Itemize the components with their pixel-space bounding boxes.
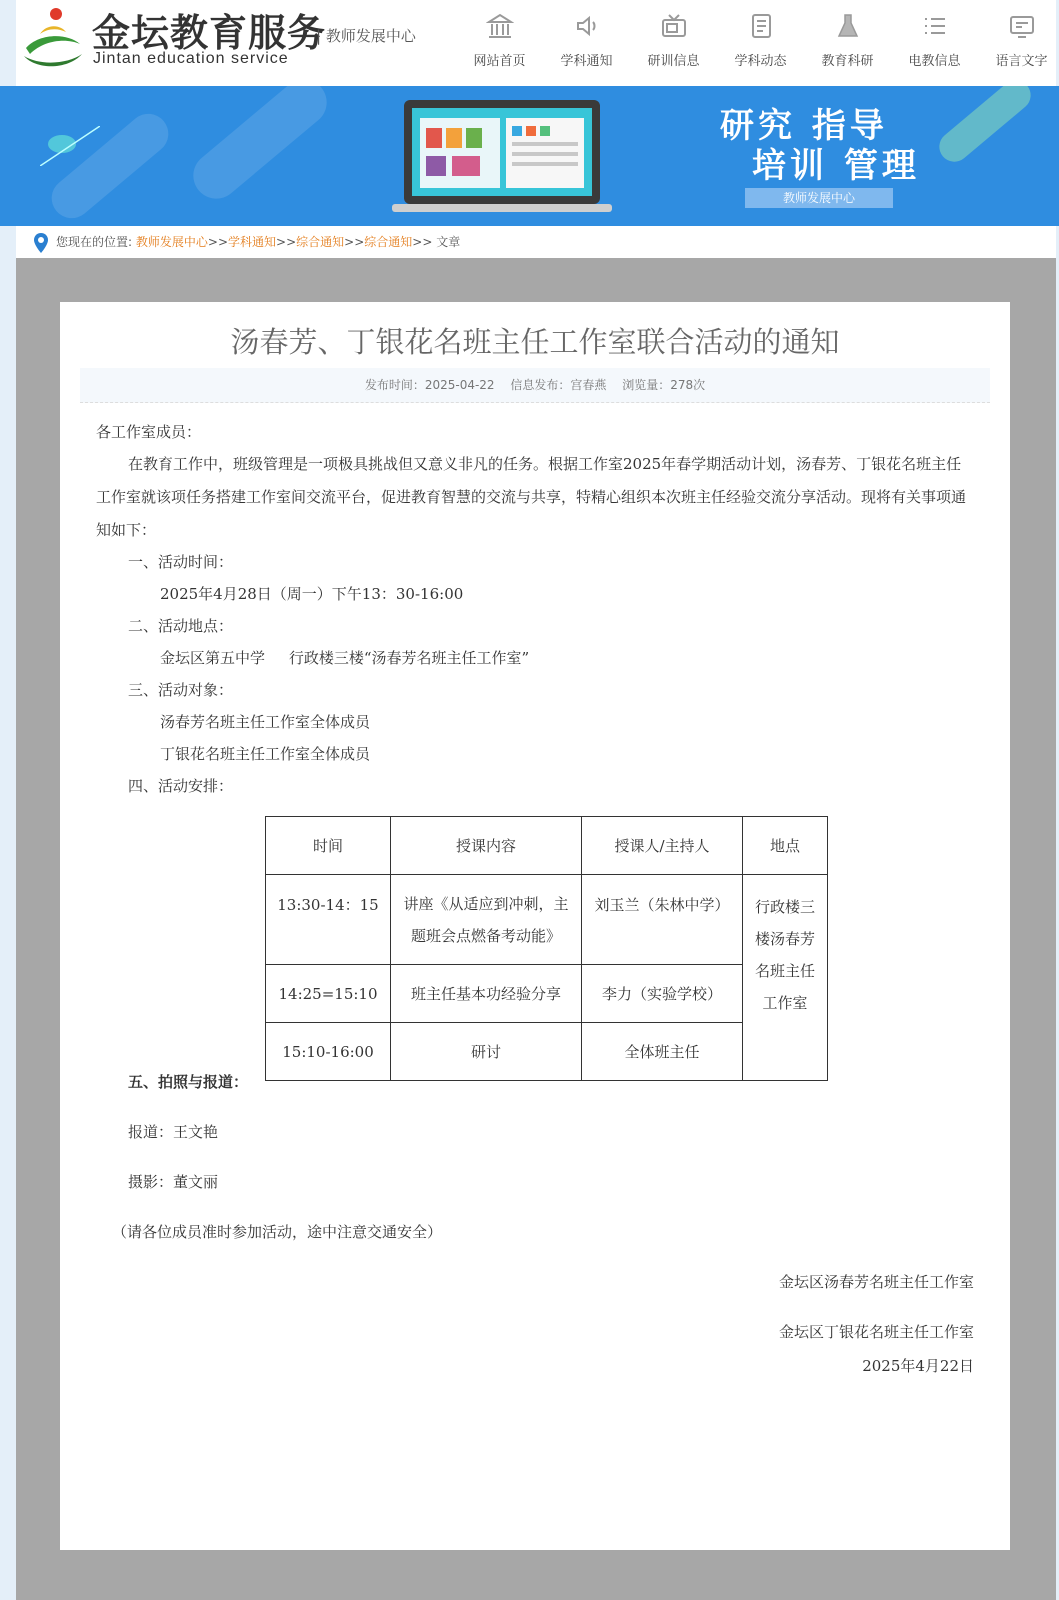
table-cell: 班主任基本功经验分享 bbox=[391, 965, 582, 1023]
signature-studio: 金坛区丁银花名班主任工作室 bbox=[778, 1323, 974, 1341]
nav-research[interactable] bbox=[804, 0, 891, 86]
document-icon bbox=[745, 10, 777, 42]
publish-time: 发布时间：2025-04-22 bbox=[364, 378, 495, 392]
card-icon bbox=[1006, 10, 1038, 42]
logo-title[interactable]: 金坛教育服务 bbox=[92, 10, 327, 55]
section-heading: 四、活动安排： bbox=[128, 777, 234, 795]
hero-banner bbox=[0, 86, 1059, 226]
nav-label: 学科动态 bbox=[734, 54, 787, 69]
tv-icon bbox=[658, 10, 690, 42]
table-header: 时间 bbox=[266, 817, 391, 875]
reporter: 报道：王文艳 bbox=[128, 1123, 219, 1141]
section-heading: 二、活动地点： bbox=[128, 617, 234, 635]
breadcrumb-link[interactable]: 教师发展中心 bbox=[135, 235, 208, 249]
table-cell: 李力（实验学校） bbox=[582, 965, 743, 1023]
table-header-row bbox=[266, 817, 828, 875]
table-cell-location: 行政楼三楼汤春芳名班主任工作室 bbox=[743, 875, 828, 1081]
location-pin-icon bbox=[34, 233, 48, 253]
banner-decoration bbox=[184, 86, 336, 208]
page-frame bbox=[16, 0, 1056, 1600]
safety-note: （请各位成员准时参加活动，途中注意交通安全） bbox=[112, 1223, 443, 1241]
breadcrumb-sep: >> bbox=[344, 235, 365, 249]
logo-subtitle: Jintan education service bbox=[93, 50, 289, 67]
breadcrumb-link[interactable]: 综合通知 bbox=[296, 235, 345, 249]
main-nav bbox=[456, 0, 1059, 86]
section-heading: 一、活动时间： bbox=[128, 553, 234, 571]
section-heading: 三、活动对象： bbox=[128, 681, 234, 699]
participant-group: 汤春芳名班主任工作室全体成员 bbox=[160, 713, 371, 731]
article-meta bbox=[80, 368, 990, 403]
speaker-icon bbox=[571, 10, 603, 42]
breadcrumb bbox=[16, 226, 1056, 258]
banner-badge: 教师发展中心 bbox=[745, 188, 893, 208]
table-cell: 讲座《从适应到冲刺，主题班会点燃备考动能》 bbox=[391, 875, 582, 965]
table-cell: 全体班主任 bbox=[582, 1023, 743, 1081]
table-row bbox=[266, 875, 828, 965]
table-header: 授课内容 bbox=[391, 817, 582, 875]
table-cell: 14:25=15:10 bbox=[266, 965, 391, 1023]
site-header bbox=[16, 0, 1056, 86]
banner-decoration bbox=[933, 86, 1037, 168]
breadcrumb-sep: >> bbox=[207, 235, 228, 249]
activity-location: 金坛区第五中学 行政楼三楼“汤春芳名班主任工作室” bbox=[160, 649, 530, 667]
nav-label: 研训信息 bbox=[647, 54, 700, 69]
banner-spark-icon bbox=[40, 126, 100, 166]
nav-av-info[interactable] bbox=[891, 0, 978, 86]
photographer: 摄影：董文丽 bbox=[128, 1173, 219, 1191]
table-cell: 刘玉兰（朱林中学） bbox=[582, 875, 743, 965]
nav-label: 教育科研 bbox=[821, 54, 874, 69]
breadcrumb-link[interactable]: 学科通知 bbox=[228, 235, 277, 249]
article-title: 汤春芳、丁银花名班主任工作室联合活动的通知 bbox=[230, 325, 840, 359]
home-icon bbox=[484, 10, 516, 42]
intro-paragraph: 在教育工作中，班级管理是一项极具挑战但又意义非凡的任务。根据工作室2025年春学期活动计划，汤春芳、丁银花名班主任工作室就该项任务搭建工作室间交流平台，促进教育智慧的交流与共享，特精心组织本次班主任经验交流分享活动。现将有关事项通知如下： bbox=[96, 455, 967, 539]
article-card bbox=[60, 302, 1010, 1550]
schedule-table bbox=[265, 816, 828, 1081]
laptop-illustration bbox=[392, 98, 612, 216]
signature-studio: 金坛区汤春芳名班主任工作室 bbox=[778, 1273, 974, 1291]
nav-home[interactable] bbox=[456, 0, 543, 86]
center-name: | 教师发展中心 bbox=[316, 27, 416, 45]
logo-mark-icon[interactable] bbox=[20, 4, 86, 70]
table-cell: 13:30-14：15 bbox=[266, 875, 391, 965]
nav-subject-notice[interactable] bbox=[543, 0, 630, 86]
breadcrumb-current: 文章 bbox=[436, 235, 461, 249]
signature-date: 2025年4月22日 bbox=[862, 1357, 974, 1375]
nav-label: 电教信息 bbox=[908, 54, 961, 69]
breadcrumb-sep: >> bbox=[412, 235, 433, 249]
breadcrumb-prefix: 您现在的位置: bbox=[56, 235, 133, 249]
banner-slogan-line2: 培训 管理 bbox=[752, 146, 920, 186]
view-count: 浏览量：278次 bbox=[622, 378, 706, 392]
table-header: 授课人/主持人 bbox=[582, 817, 743, 875]
nav-label: 网站首页 bbox=[473, 54, 526, 69]
nav-language[interactable] bbox=[978, 0, 1059, 86]
list-icon bbox=[919, 10, 951, 42]
nav-subject-news[interactable] bbox=[717, 0, 804, 86]
activity-time: 2025年4月28日（周一）下午13：30-16:00 bbox=[160, 585, 464, 603]
breadcrumb-link[interactable]: 综合通知 bbox=[364, 235, 413, 249]
nav-label: 语言文字 bbox=[995, 54, 1048, 69]
participant-group: 丁银花名班主任工作室全体成员 bbox=[160, 745, 371, 763]
nav-training[interactable] bbox=[630, 0, 717, 86]
nav-label: 学科通知 bbox=[560, 54, 613, 69]
table-header: 地点 bbox=[743, 817, 828, 875]
section-heading: 五、拍照与报道： bbox=[128, 1073, 249, 1091]
publisher: 信息发布：宫春燕 bbox=[510, 378, 607, 392]
breadcrumb-sep: >> bbox=[276, 235, 297, 249]
greeting: 各工作室成员： bbox=[96, 423, 202, 441]
banner-slogan-line1: 研究 指导 bbox=[720, 106, 888, 146]
flask-icon bbox=[832, 10, 864, 42]
table-cell: 研讨 bbox=[391, 1023, 582, 1081]
table-cell: 15:10-16:00 bbox=[266, 1023, 391, 1081]
